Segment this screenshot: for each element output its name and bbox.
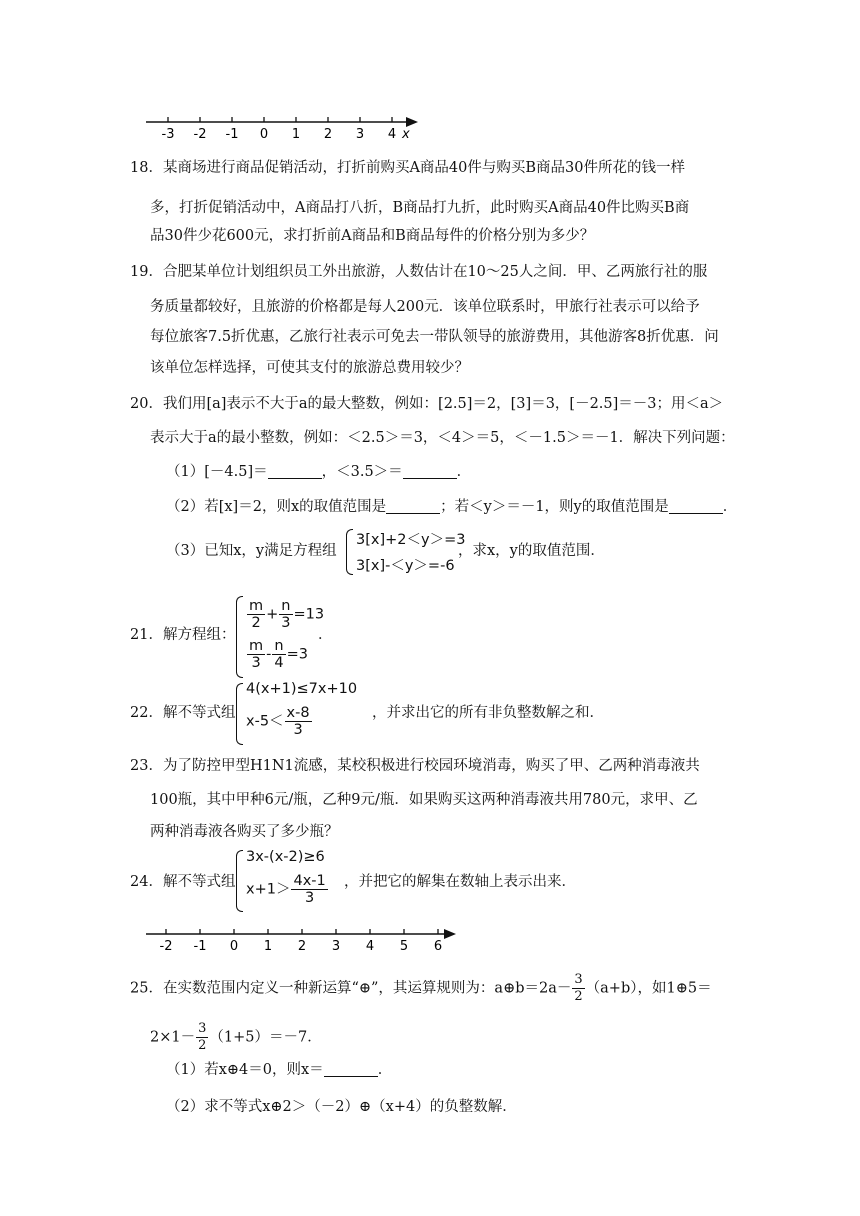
q21-eq1: $\frac{m}{2}$ + $\frac{n}{3}$ =13 (249, 598, 325, 631)
axis-tick-label: 6 (433, 939, 443, 954)
system-brace (236, 850, 243, 912)
q19-line3: 每位旅客7.5折优惠，乙旅行社表示可免去一带队领导的旅游费用，其他游客8折优惠．问 (150, 329, 719, 345)
q18-line1: 18．某商场进行商品促销活动，打折前购买A商品40件与购买B商品30件所花的钱一样 (130, 160, 685, 176)
axis-tick-label: 2 (297, 939, 307, 954)
axis-tick-label: 0 (259, 127, 269, 142)
q22-eq2: x-5＜ $\frac{x-8}{3}$ (246, 705, 310, 738)
answer-blank (386, 499, 440, 514)
q20-line1: 20．我们用[a]表示不大于a的最大整数，例如：[2.5]＝2，[3]＝3，[－2.5]＝－3；用＜a＞ (130, 396, 724, 412)
answer-blank (403, 464, 457, 479)
q24-eq1: 3x-(x-2)≥6 (246, 849, 325, 865)
axis-tick-label: 3 (355, 127, 365, 142)
q21-end: ． (318, 627, 333, 643)
axis-tick-label: -1 (193, 939, 207, 954)
answer-blank (268, 464, 322, 479)
q19-line1: 19．合肥某单位计划组织员工外出旅游，人数估计在10～25人之间．甲、乙两旅行社的服 (130, 264, 708, 280)
axis-tick-label: 4 (365, 939, 375, 954)
axis-tick-label: 0 (229, 939, 239, 954)
q19-line4: 该单位怎样选择，可使其支付的旅游总费用较少？ (150, 360, 469, 376)
q21-eq2: $\frac{m}{3}$ - $\frac{n}{4}$ =3 (249, 638, 308, 671)
axis-tick-label: -2 (193, 127, 207, 142)
axis-var-label: x (402, 127, 410, 142)
q20-part3-tail: ，求x，y的取值范围． (458, 543, 605, 559)
axis-tick-label: 3 (331, 939, 341, 954)
q25-part2: （2）求不等式x⊕2＞（－2）⊕（x+4）的负整数解． (166, 1099, 517, 1115)
q25-line2: 2×1－ $\frac{3}{2}$ （1+5）＝－7． (150, 1021, 322, 1053)
q24-eq2: x+1＞ $\frac{4x-1}{3}$ (246, 873, 326, 906)
q23-line2: 100瓶，其中甲种6元/瓶，乙种9元/瓶．如果购买这两种消毒液共用780元，求甲、乙 (150, 792, 698, 808)
q20-part3-label: （3）已知x，y满足方程组 (166, 543, 337, 559)
system-brace (236, 683, 243, 745)
axis-tick-label: 1 (291, 127, 301, 142)
system-brace (236, 596, 243, 678)
q24-tail: ，并把它的解集在数轴上表示出来． (344, 874, 576, 890)
q20-system-eq1: 3[x]+2＜y＞=3 (356, 532, 466, 548)
q20-part2: （2）若[x]＝2，则x的取值范围是 ；若＜y＞＝－1，则y的取值范围是 ． (166, 499, 738, 515)
q22-label: 22．解不等式组 (130, 705, 236, 721)
q25-part1: （1）若x⊕4＝0，则x＝ ． (166, 1062, 393, 1078)
q24-label: 24．解不等式组 (130, 874, 236, 890)
q21-label: 21．解方程组： (130, 627, 236, 643)
answer-blank (324, 1062, 378, 1077)
axis-tick-label: -3 (161, 127, 175, 142)
system-brace (346, 529, 353, 575)
q18-line3: 品30件少花600元，求打折前A商品和B商品每件的价格分别为多少？ (150, 228, 595, 244)
axis-tick-label: 4 (387, 127, 397, 142)
axis-tick-label: 5 (399, 939, 409, 954)
number-line-1 (140, 112, 430, 146)
number-line-2 (140, 924, 470, 958)
q18-line2: 多，打折促销活动中，A商品打八折，B商品打九折，此时购买A商品40件比购买B商 (150, 200, 690, 216)
q25-line1: 25．在实数范围内定义一种新运算“⊕”，其运算规则为：a⊕b＝2a－ $\frac{3}{2}$ （a+b），如1⊕5＝ (130, 972, 712, 1004)
q23-line1: 23．为了防控甲型H1N1流感，某校积极进行校园环境消毒，购买了甲、乙两种消毒液共 (130, 758, 700, 774)
q19-line2: 务质量都较好，且旅游的价格都是每人200元．该单位联系时，甲旅行社表示可以给予 (150, 299, 700, 315)
q22-tail: ，并求出它的所有非负整数解之和． (372, 705, 604, 721)
answer-blank (669, 499, 723, 514)
q20-system-eq2: 3[x]-＜y＞=-6 (356, 558, 455, 574)
q23-line3: 两种消毒液各购买了多少瓶？ (150, 824, 339, 840)
q20-line2: 表示大于a的最小整数，例如：＜2.5＞＝3，＜4＞＝5，＜－1.5＞＝－1．解决下列问题： (150, 430, 735, 446)
axis-tick-label: 2 (323, 127, 333, 142)
axis-tick-label: -2 (159, 939, 173, 954)
axis-tick-label: -1 (225, 127, 239, 142)
axis-tick-label: 1 (263, 939, 273, 954)
q22-eq1: 4(x+1)≤7x+10 (246, 681, 358, 697)
q20-part1: （1）[－4.5]＝ ，＜3.5＞＝ ． (166, 464, 472, 480)
